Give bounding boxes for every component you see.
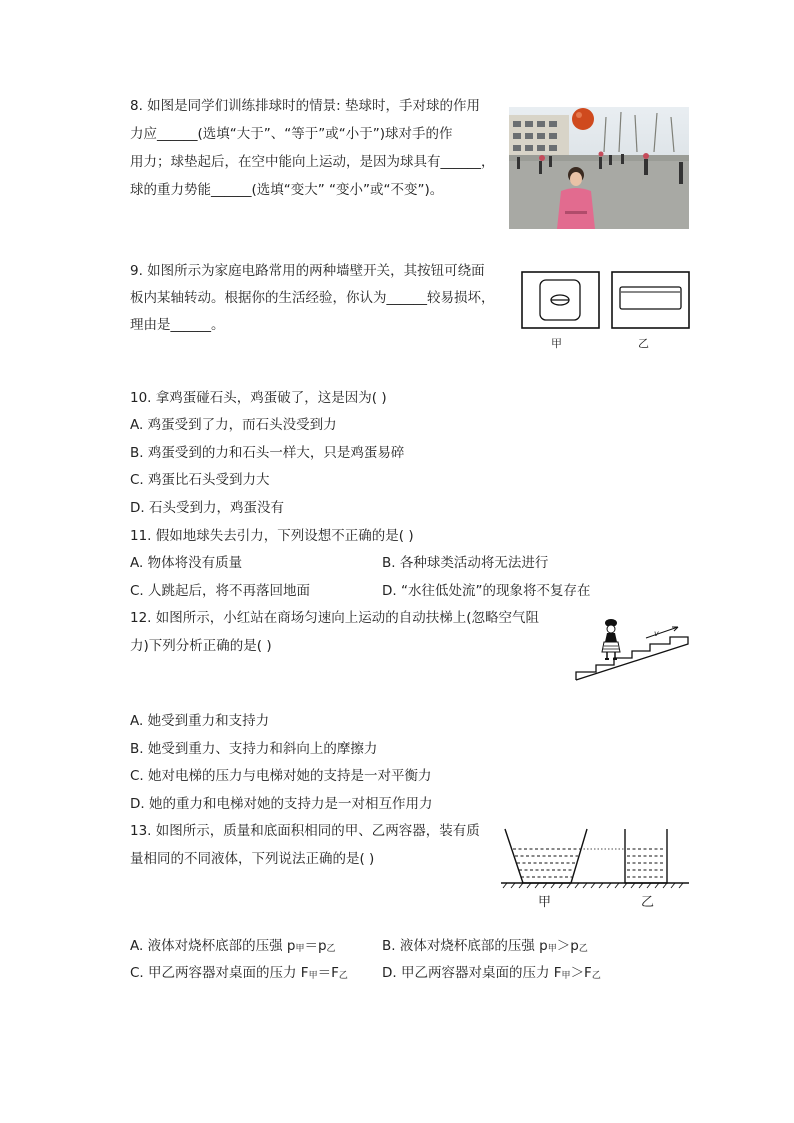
q10-option-b: B. 鸡蛋受到的力和石头一样大，只是鸡蛋易碎 [130,445,405,461]
q11-option-b: B. 各种球类活动将无法进行 [382,555,549,571]
q13-option-a [130,937,336,958]
q11-stem: 11. 假如地球失去引力，下列设想不正确的是( ) [130,528,414,544]
q13-option-b-sub1: 甲 [547,944,557,954]
q13-option-d-sub2: 乙 [591,971,601,981]
containers-figure [501,827,691,891]
q10-option-c: C. 鸡蛋比石头受到力大 [130,472,270,488]
q13-option-b-text: B. 液体对烧杯底部的压强 p [382,938,548,954]
q8-line-4: 球的重力势能______(选填“变大” “变小”或“不变”)。 [130,182,444,198]
q13-option-b-mid: ＞p [556,938,579,954]
q13-fig-label-yi: 乙 [641,895,655,910]
girl-figure [602,619,620,659]
q13-option-d-text: D. 甲乙两容器对桌面的压力 F [382,965,562,981]
q13-option-d-mid: ＞F [570,965,592,981]
q12-line-1: 12. 如图所示，小红站在商场匀速向上运动的自动扶梯上(忽略空气阻 [130,610,540,626]
q13-option-d [382,964,601,985]
q13-option-b [382,937,588,958]
wall-switches-figure [521,271,691,331]
q13-option-b-sub2: 乙 [578,944,588,954]
q12-option-c: C. 她对电梯的压力与电梯对她的支持是一对平衡力 [130,768,432,784]
q10-option-d: D. 石头受到力，鸡蛋没有 [130,500,284,516]
q13-option-a-sub2: 乙 [326,944,336,954]
q11-option-d: D. “水往低处流”的现象将不复存在 [382,583,591,599]
q13-option-c [130,964,348,985]
q12-option-d: D. 她的重力和电梯对她的支持力是一对相互作用力 [130,796,433,812]
q8-line-3: 用力；球垫起后，在空中能向上运动，是因为球具有______， [130,154,495,170]
volleyball-photo [509,107,689,229]
q9-line-1: 9. 如图所示为家庭电路常用的两种墙壁开关，其按钮可绕面 [130,263,485,279]
q10-option-a: A. 鸡蛋受到了力，而石头没受到力 [130,417,337,433]
q13-option-a-mid: ＝p [304,938,327,954]
q12-option-a: A. 她受到重力和支持力 [130,713,270,729]
escalator-figure [574,614,690,682]
q9-fig-label-jia: 甲 [551,337,562,350]
q11-option-a: A. 物体将没有质量 [130,555,243,571]
q13-option-c-sub2: 乙 [338,971,348,981]
q13-option-c-sub1: 甲 [308,971,318,981]
q13-option-a-sub1: 甲 [295,944,305,954]
q13-option-d-sub1: 甲 [561,971,571,981]
q12-option-b: B. 她受到重力、支持力和斜向上的摩擦力 [130,741,378,757]
q10-stem: 10. 拿鸡蛋碰石头，鸡蛋破了，这是因为( ) [130,390,387,406]
q9-line-3: 理由是______。 [130,317,225,333]
q11-option-c: C. 人跳起后，将不再落回地面 [130,583,311,599]
q9-line-2: 板内某轴转动。根据你的生活经验，你认为______较易损坏， [130,290,495,306]
q8-line-1: 8. 如图是同学们训练排球时的情景: 垫球时，手对球的作用 [130,98,481,114]
q13-line-2: 量相同的不同液体，下列说法正确的是( ) [130,851,375,867]
q12-velocity-label: v [654,629,659,638]
q13-option-a-text: A. 液体对烧杯底部的压强 p [130,938,296,954]
q12-line-2: 力)下列分析正确的是( ) [130,638,272,654]
q13-option-c-text: C. 甲乙两容器对桌面的压力 F [130,965,309,981]
q13-option-c-mid: ＝F [317,965,339,981]
q9-fig-label-yi: 乙 [638,337,649,350]
q13-fig-label-jia: 甲 [538,895,552,910]
q13-line-1: 13. 如图所示，质量和底面积相同的甲、乙两容器，装有质 [130,823,480,839]
q8-line-2: 力应______(选填“大于”、“等于”或“小于”)球对手的作 [130,126,453,142]
